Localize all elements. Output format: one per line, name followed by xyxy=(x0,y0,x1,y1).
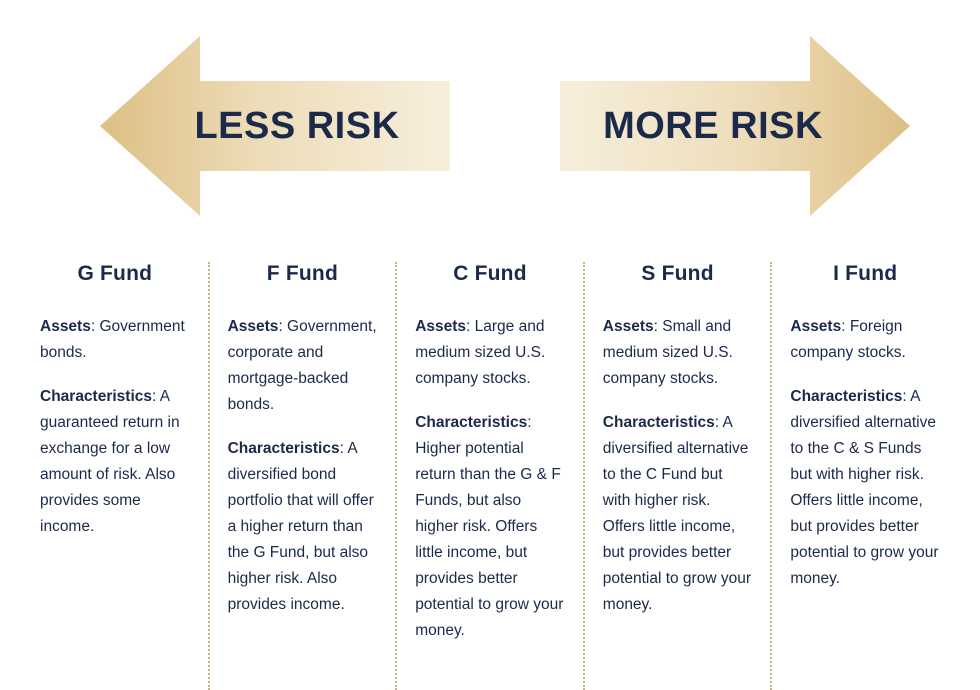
fund-characteristics-f xyxy=(228,436,378,618)
fund-columns xyxy=(0,262,980,690)
assets-text-c: : Large and medium sized U.S. company stocks. xyxy=(415,318,546,388)
assets-label-g: Assets xyxy=(40,318,91,335)
fund-title-s: S Fund xyxy=(641,262,714,285)
fund-column-s xyxy=(583,262,771,690)
assets-label-c: Assets xyxy=(415,318,467,335)
characteristics-label-g: Characteristics xyxy=(40,388,153,406)
more-risk-label: MORE RISK xyxy=(603,104,823,147)
characteristics-text-f: : A diversified bond portfolio that will offer a higher return than the G Fund, but also higher risk. Also provides income. xyxy=(227,440,374,614)
assets-text-s: : Small and medium sized U.S. company stocks. xyxy=(602,318,733,388)
fund-title-c: C Fund xyxy=(453,262,527,285)
fund-title-f: F Fund xyxy=(266,262,338,285)
assets-text-g: : Government bonds. xyxy=(40,318,185,362)
fund-assets-f xyxy=(228,314,378,418)
fund-assets-g xyxy=(40,314,190,366)
characteristics-text-s: : A diversified alternative to the C Fund but with higher risk. Offers little income, but provides better potential to grow your money. xyxy=(602,414,751,614)
fund-column-f xyxy=(208,262,396,690)
less-risk-arrow xyxy=(100,36,450,216)
less-risk-label: LESS RISK xyxy=(194,104,400,147)
characteristics-label-c: Characteristics xyxy=(415,414,528,432)
fund-title-i: I Fund xyxy=(833,262,898,285)
fund-characteristics-i xyxy=(790,384,940,592)
assets-label-i: Assets xyxy=(790,318,842,335)
assets-label-s: Assets xyxy=(602,318,654,335)
fund-column-c xyxy=(395,262,583,690)
characteristics-text-i: : A diversified alternative to the C & S Funds but with higher risk. Offers little income, but provides better potential to grow your money. xyxy=(790,388,939,588)
characteristics-label-i: Characteristics xyxy=(790,388,903,406)
characteristics-label-f: Characteristics xyxy=(227,440,340,458)
assets-text-i: : Foreign company stocks. xyxy=(790,318,906,362)
fund-characteristics-s xyxy=(603,410,753,618)
fund-characteristics-g xyxy=(40,384,190,540)
more-risk-arrow xyxy=(560,36,910,216)
characteristics-text-g: : A guaranteed return in exchange for a low amount of risk. Also provides some income. xyxy=(40,388,180,536)
fund-column-i xyxy=(770,262,958,690)
assets-text-f: : Government, corporate and mortgage-backed bonds. xyxy=(227,318,377,414)
fund-characteristics-c xyxy=(415,410,565,644)
characteristics-label-s: Characteristics xyxy=(602,414,715,432)
fund-assets-s xyxy=(603,314,753,392)
fund-column-g xyxy=(22,262,208,690)
characteristics-text-c: : Higher potential return than the G & F Funds, but also higher risk. Offers little income, but provides better potential to grow your money. xyxy=(415,414,564,640)
assets-label-f: Assets xyxy=(227,318,279,335)
fund-assets-i xyxy=(790,314,940,366)
risk-arrows-band xyxy=(0,0,980,230)
fund-assets-c xyxy=(415,314,565,392)
fund-title-g: G Fund xyxy=(77,262,153,285)
